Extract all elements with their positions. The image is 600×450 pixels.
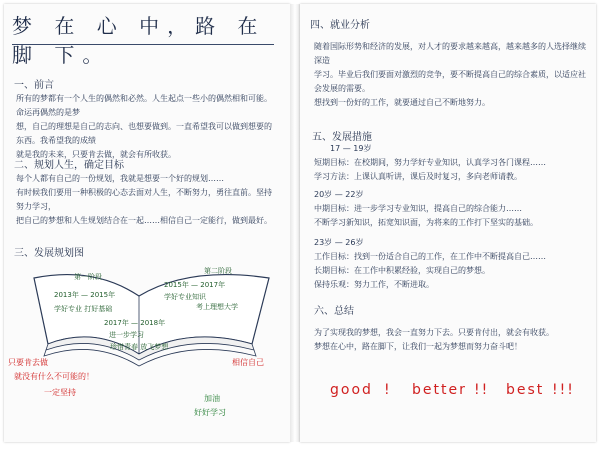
section-2-line: 有时候我们要用一种积极的心态去面对人生，不断努力，勇往直前。坚持努力学习， <box>16 188 272 211</box>
page-title: 梦 在 心 中，路 在 脚 下。 <box>12 14 266 67</box>
section-4-line: 想找到一份好的工作，就要通过自己不断地努力。 <box>314 98 490 107</box>
note-bottom-2: 好好学习 <box>194 408 226 417</box>
section-3-heading: 三、发展规划图 <box>14 248 84 259</box>
note-bottom-1: 加油 <box>204 394 220 403</box>
slogan-exclaim-2: !! <box>474 382 490 398</box>
phase-3-line: 工作目标：找到一份适合自己的工作，在工作中不断提高自己…… <box>314 252 546 261</box>
phase-1-line: 短期目标：在校期间，努力学好专业知识，认真学习各门课程…… <box>314 158 546 167</box>
stage-1-label: 第一阶段 <box>74 273 102 281</box>
phase-2-line: 不断学习新知识，拓宽知识面，为将来的工作打下坚实的基础。 <box>314 218 538 227</box>
stage-1-years: 2013年 — 2015年 <box>54 291 116 299</box>
stage-3-years: 2015年 — 2017年 <box>164 281 226 289</box>
section-2-heading: 二、规划人生，确定目标 <box>14 160 124 171</box>
section-4-heading: 四、就业分析 <box>310 20 370 31</box>
stage-2-goal: 考上理想大学 <box>196 303 238 311</box>
slogan-exclaim-3: !!! <box>552 382 575 398</box>
left-page <box>4 4 290 442</box>
summary-line: 为了实现我的梦想，我会一直努力下去。只要肯付出，就会有收获。 <box>314 328 554 337</box>
section-4-line: 学习。毕业后我们要面对激烈的竞争，要不断提高自己的综合素质，以适应社会发展的需要。 <box>314 70 586 93</box>
note-left-2: 就没有什么不可能的！ <box>14 372 94 381</box>
stage-4-goal: 进一步学习 <box>109 331 144 339</box>
phase-3-line: 保持乐观：努力工作，不断进取。 <box>314 280 434 289</box>
slogan-exclaim-1: ! <box>384 382 392 398</box>
book-center-text: 珍惜青春 放飞梦想 <box>110 343 169 351</box>
section-2-line: 把自己的梦想和人生规划结合在一起……相信自己一定能行，做到最好。 <box>16 216 272 225</box>
stage-3-goal: 学好专业知识 <box>164 293 206 301</box>
phase-2-line: 中期目标：进一步学习专业知识，提高自己的综合能力…… <box>314 204 522 213</box>
summary-line: 梦想在心中，路在脚下，让我们一起为梦想而努力奋斗吧！ <box>314 342 522 351</box>
section-1-line: 就是我的未来，只要肯去做，就会有所收获。 <box>16 150 176 159</box>
page-gutter <box>290 4 300 442</box>
section-1-line: 想，自己的理想是自己的志向、也想要做到。一直希望我可以做到想要的东西。我希望我的成绩 <box>16 122 272 145</box>
section-1-line: 所有的梦都有一个人生的偶然和必然。人生起点一些小的偶然相和可能。命运再偶然的是梦 <box>16 94 272 117</box>
slogan-better: better <box>412 382 467 398</box>
note-left-3: 一定坚持 <box>44 388 76 397</box>
note-left-1: 只要肯去做 <box>8 358 48 367</box>
slogan-best: best <box>506 382 545 398</box>
phase-1-age: 17 — 19岁 <box>330 144 372 153</box>
phase-3-line: 长期目标：在工作中积累经验，实现自己的梦想。 <box>314 266 490 275</box>
phase-2-age: 20岁 — 22岁 <box>314 190 364 199</box>
stage-2-label: 第二阶段 <box>204 267 232 275</box>
section-6-heading: 六、总结 <box>314 306 354 317</box>
section-4-line: 随着国际形势和经济的发展，对人才的要求越来越高，越来越多的人选择继续深造 <box>314 42 586 65</box>
section-5-heading: 五、发展措施 <box>312 132 372 143</box>
phase-1-line: 学习方法：上课认真听讲，课后及时复习，多向老师请教。 <box>314 172 522 181</box>
section-1-heading: 一、前言 <box>14 80 54 91</box>
right-page <box>300 4 596 442</box>
note-right-1: 相信自己 <box>232 358 264 367</box>
stage-4-years: 2017年 — 2018年 <box>104 319 166 327</box>
slogan-good: good <box>330 382 373 398</box>
title-underline <box>12 44 274 45</box>
phase-3-age: 23岁 — 26岁 <box>314 238 364 247</box>
section-2-line: 每个人都有自己的一份规划，我就是想要一个好的规划…… <box>16 174 224 183</box>
stage-1-goal: 学好专业 打好基础 <box>54 305 113 313</box>
